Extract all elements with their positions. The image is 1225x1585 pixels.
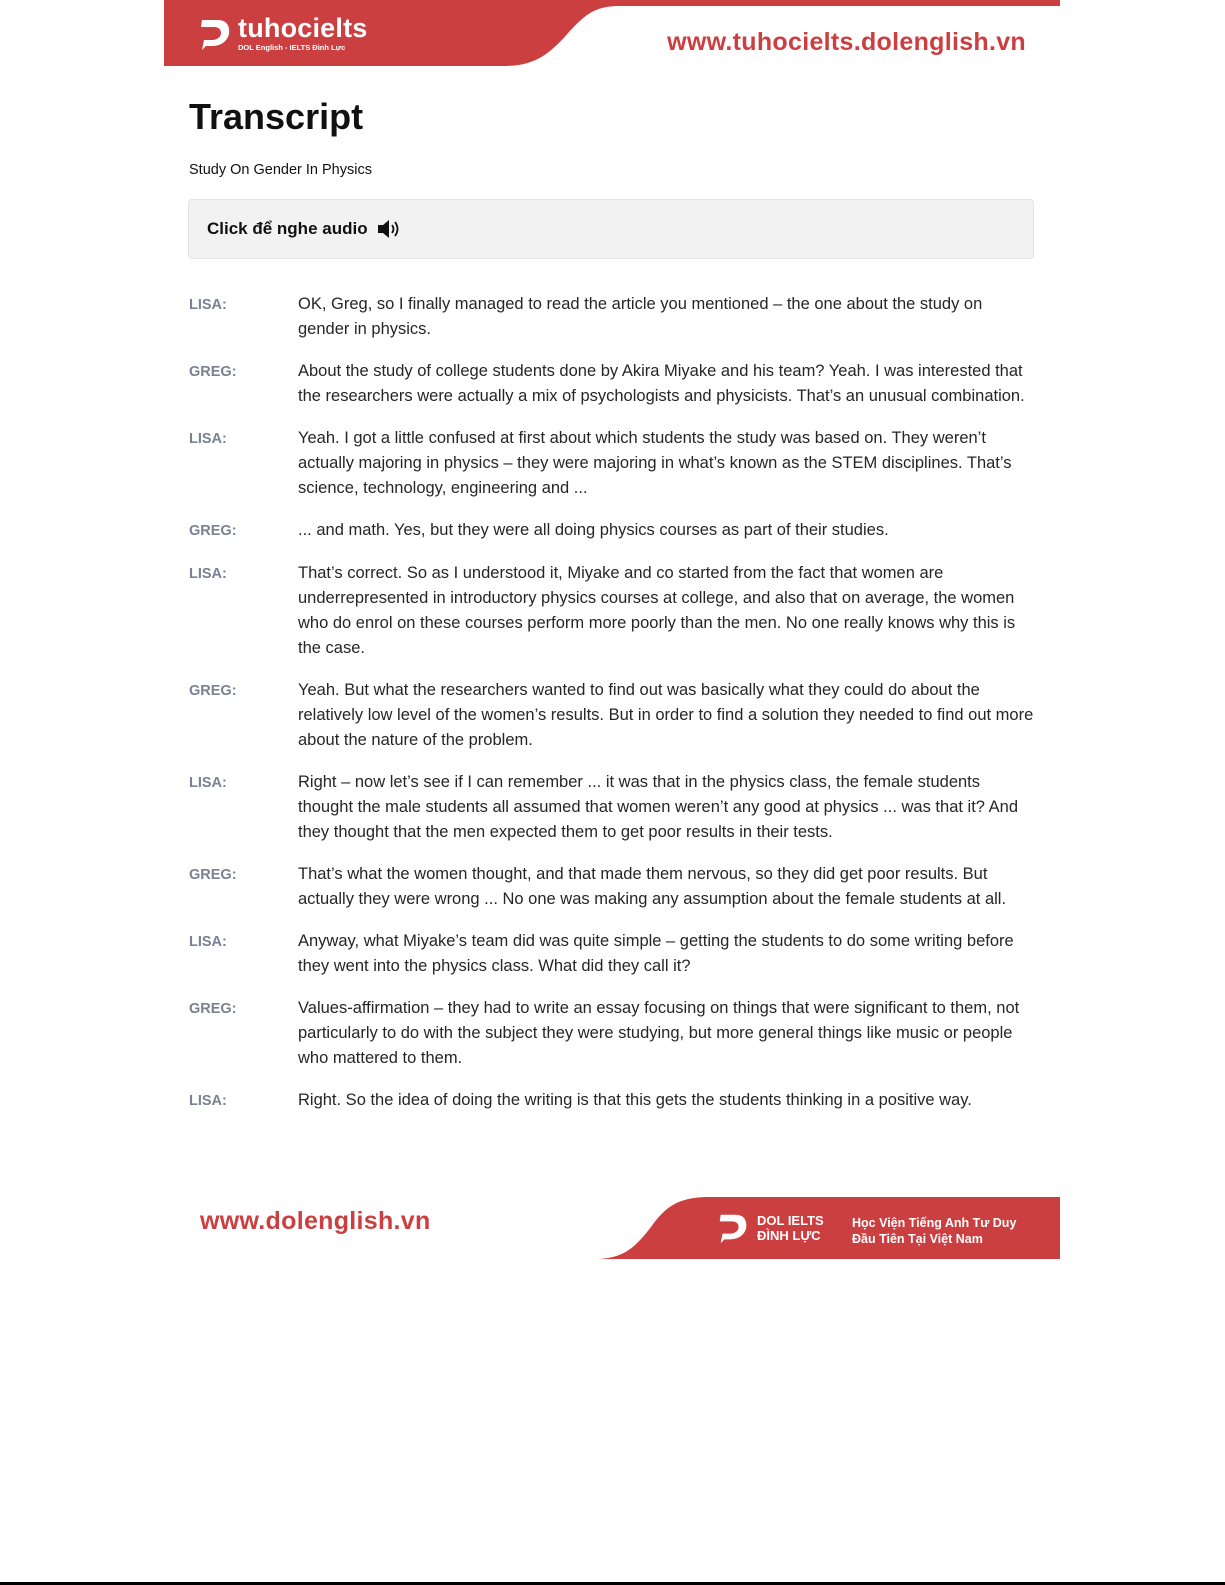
tagline-line1: Học Viện Tiếng Anh Tư Duy	[852, 1216, 1017, 1230]
header-url-link[interactable]: www.tuhocielts.dolenglish.vn	[667, 28, 1026, 56]
speaker-label: GREG:	[189, 1001, 237, 1017]
transcript-line	[189, 518, 1037, 544]
speech-text: Yeah. I got a little confused at first about which students the study was based on. They weren’t actually majoring in physics – they were majoring in what’s known as the STEM disciplines. That’s science, technology, engineering and ...	[298, 429, 1012, 497]
speaker-icon	[376, 218, 400, 240]
tuhocielts-logo[interactable]	[196, 14, 368, 53]
audio-label: Click để nghe audio	[207, 219, 368, 238]
speech-text: ... and math. Yes, but they were all doing physics courses as part of their studies.	[298, 521, 889, 539]
dol-logo[interactable]	[715, 1211, 824, 1245]
dol-logo-mark-icon	[715, 1211, 749, 1245]
speaker-label: LISA:	[189, 775, 227, 791]
speaker-label: LISA:	[189, 1093, 227, 1109]
transcript-line	[189, 561, 1037, 661]
transcript-line	[189, 678, 1037, 753]
page-header	[164, 0, 1060, 68]
page-title: Transcript	[189, 96, 364, 137]
footer-tagline	[852, 1215, 1016, 1247]
speaker-label: LISA:	[189, 297, 227, 313]
speaker-label: LISA:	[189, 934, 227, 950]
transcript-line	[189, 292, 1037, 342]
speaker-label: GREG:	[189, 523, 237, 539]
transcript-line	[189, 929, 1037, 979]
transcript-line	[189, 996, 1037, 1071]
page-footer	[164, 1197, 1060, 1259]
transcript-line	[189, 862, 1037, 912]
speech-text: Anyway, what Miyake’s team did was quite simple – getting the students to do some writing before they went into the physics class. What did they call it?	[298, 932, 1014, 975]
transcript-line	[189, 770, 1037, 845]
speech-text: Yeah. But what the researchers wanted to find out was basically what they could do about the relatively low level of the women’s results. But in order to find a solution they needed to find out more about the nature of the problem.	[298, 681, 1034, 749]
tagline-line2: Đầu Tiên Tại Việt Nam	[852, 1232, 983, 1246]
logo-subtitle: DOL English - IELTS Đình Lực	[238, 43, 346, 52]
speech-text: OK, Greg, so I finally managed to read the article you mentioned – the one about the study on gender in physics.	[298, 295, 983, 338]
dol-name-line1: DOL IELTS	[757, 1213, 824, 1228]
speech-text: About the study of college students done by Akira Miyake and his team? Yeah. I was interested that the researchers were actually a mix of psychologists and physicists. That’s an unusual combination.	[298, 362, 1025, 405]
transcript-line	[189, 426, 1037, 501]
logo-mark-icon	[196, 16, 232, 52]
logo-name: tuhocielts	[238, 13, 368, 43]
dol-name-line2: ĐÌNH LỰC	[757, 1228, 821, 1243]
speech-text: Values-affirmation – they had to write an essay focusing on things that were significant to them, not particularly to do with the subject they were studying, but more general things like music or people who mattered to them.	[298, 999, 1020, 1067]
speaker-label: GREG:	[189, 867, 237, 883]
speaker-label: GREG:	[189, 683, 237, 699]
footer-url-link[interactable]: www.dolenglish.vn	[200, 1207, 431, 1235]
speaker-label: GREG:	[189, 364, 237, 380]
transcript-line	[189, 1088, 1037, 1114]
speech-text: That’s what the women thought, and that made them nervous, so they did get poor results. But actually they were wrong ... No one was making any assumption about the female students at all.	[298, 865, 1007, 908]
transcript-list	[189, 292, 1037, 1131]
audio-play-button[interactable]	[188, 199, 1034, 259]
speaker-label: LISA:	[189, 566, 227, 582]
speech-text: Right. So the idea of doing the writing is that this gets the students thinking in a positive way.	[298, 1091, 972, 1109]
speech-text: That’s correct. So as I understood it, Miyake and co started from the fact that women are underrepresented in introductory physics courses at college, and also that on average, the women who do enrol on these courses perform more poorly than the men. No one really knows why this is the case.	[298, 564, 1016, 657]
speech-text: Right – now let’s see if I can remember ... it was that in the physics class, the female students thought the male students all assumed that women weren’t any good at physics ... was that it? And they thought that the men expected them to get poor results in their tests.	[298, 773, 1018, 841]
transcript-line	[189, 359, 1037, 409]
page-subtitle: Study On Gender In Physics	[189, 162, 372, 178]
speaker-label: LISA:	[189, 431, 227, 447]
